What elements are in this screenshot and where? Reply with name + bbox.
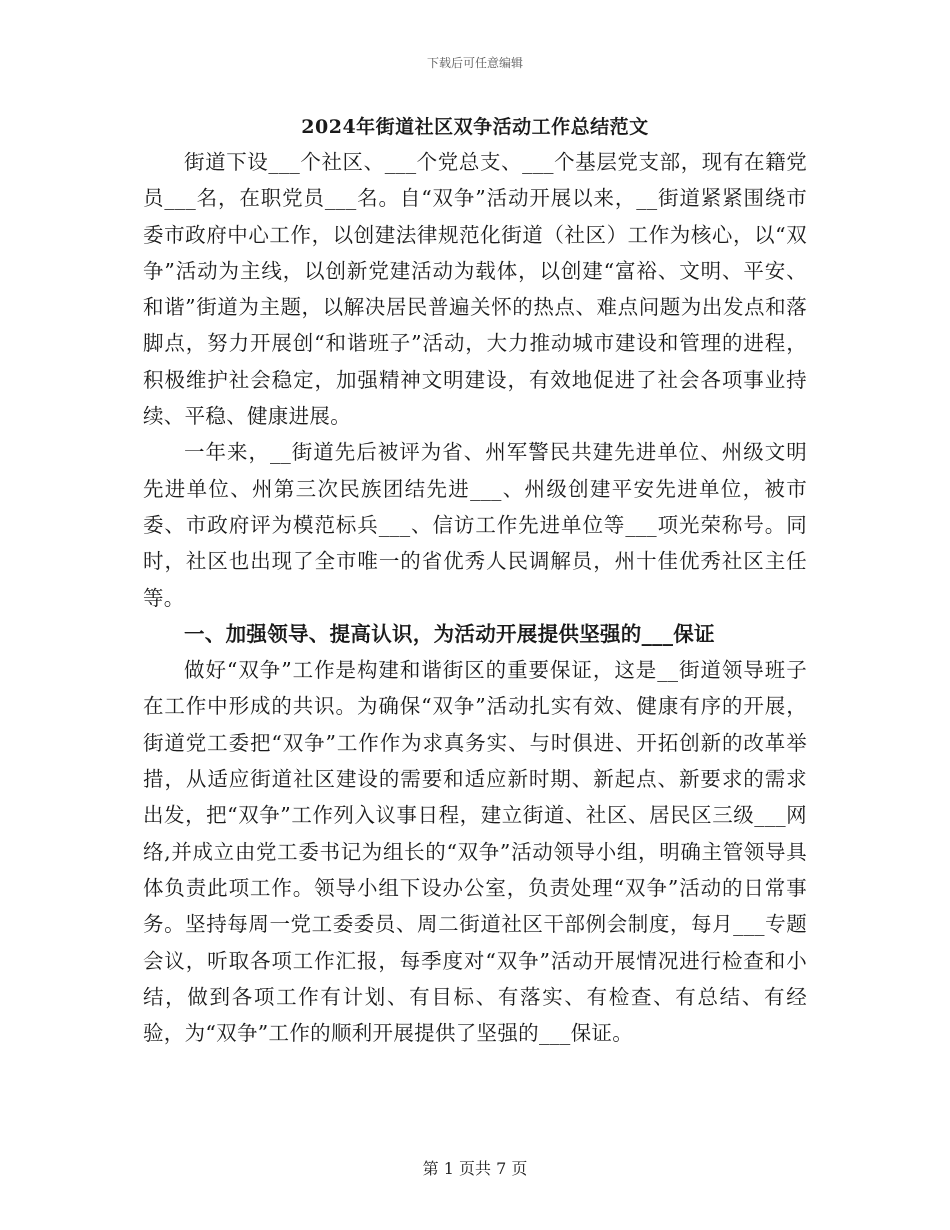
page-header-note: 下载后可任意编辑: [426, 56, 523, 70]
section-paragraph: 做好“双争”工作是构建和谐街区的重要保证，这是__街道领导班子在工作中形成的共识。为确保“双争”活动扎实有效、健康有序的开展，街道党工委把“双争”工作作为求真务实、与时俱进、开拓创新的改革举措，从适应街道社区建设的需要和适应新时期、新起点、新要求的需求出发，把“双争”工作列入议事日程，建立街道、社区、居民区三级___网络,并成立由党工委书记为组长的“双争”活动领导小组，明确主管领导具体负责此项工作。领导小组下设办公室，负责处理“双争”活动的日常事务。坚持每周一党工委委员、周二街道社区干部例会制度，每月___专题会议，听取各项工作汇报，每季度对“双争”活动开展情况进行检查和小结，做到各项工作有计划、有目标、有落实、有检查、有总结、有经验，为“双争”工作的顺利开展提供了坚强的___保证。: [143, 658, 807, 1046]
document-title: 2024年街道社区双争活动工作总结范文: [301, 116, 649, 138]
document-body: [143, 110, 807, 1051]
intro-paragraph: 街道下设___个社区、___个党总支、___个基层党支部，现有在籍党员___名，在职党员___名。自“双争”活动开展以来，__街道紧紧围绕市委市政府中心工作，以创建法律规范化街道（社区）工作为核心，以“双争”活动为主线，以创新党建活动为载体，以创建“富裕、文明、平安、和谐”街道为主题，以解决居民普遍关怀的热点、难点问题为出发点和落脚点，努力开展创“和谐班子”活动，大力推动城市建设和管理的进程，积极维护社会稳定，加强精神文明建设，有效地促进了社会各项事业持续、平稳、健康进展。: [143, 150, 807, 429]
page-footer: 第 1 页共 7 页: [422, 1159, 528, 1178]
section-heading: 一、加强领导、提高认识，为活动开展提供坚强的___保证: [184, 621, 715, 646]
achievements-paragraph: 一年来，__街道先后被评为省、州军警民共建先进单位、州级文明先进单位、州第三次民族团结先进___、州级创建平安先进单位，被市委、市政府评为模范标兵___、信访工作先进单位等___项光荣称号。同时，社区也出现了全市唯一的省优秀人民调解员，州十佳优秀社区主任等。: [143, 440, 807, 610]
